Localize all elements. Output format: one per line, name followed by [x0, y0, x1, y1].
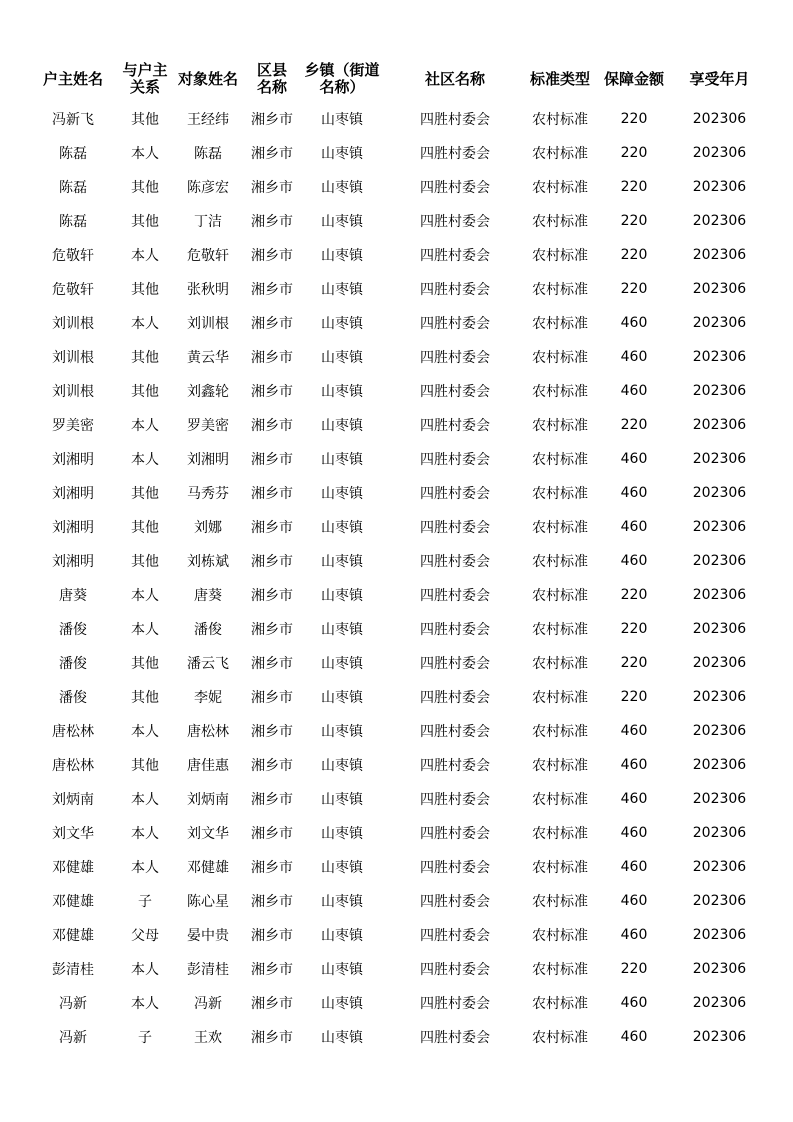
amount-cell: 220	[620, 213, 648, 229]
month-cell: 202306	[692, 485, 747, 501]
beneficiary-table	[28, 56, 765, 1054]
town-cell: 山枣镇	[321, 962, 363, 978]
town-cell: 山枣镇	[321, 1030, 363, 1046]
standard-type-cell: 农村标准	[532, 962, 588, 978]
household-head-cell: 刘训根	[52, 316, 94, 332]
relation-cell: 其他	[131, 180, 159, 196]
month-cell: 202306	[692, 1029, 747, 1045]
relation-cell: 本人	[131, 452, 159, 468]
recipient-name-cell: 刘炳南	[187, 792, 229, 808]
relation-cell: 子	[138, 1030, 152, 1046]
amount-cell: 220	[620, 621, 648, 637]
recipient-name-cell: 潘云飞	[187, 656, 229, 672]
standard-type-cell: 农村标准	[532, 588, 588, 604]
amount-cell: 460	[620, 723, 648, 739]
month-cell: 202306	[692, 587, 747, 603]
standard-type-cell: 农村标准	[532, 112, 588, 128]
amount-cell: 460	[620, 859, 648, 875]
recipient-name-cell: 马秀芬	[187, 486, 229, 502]
month-cell: 202306	[692, 689, 747, 705]
county-cell: 湘乡市	[251, 894, 293, 910]
town-cell: 山枣镇	[321, 486, 363, 502]
town-cell: 山枣镇	[321, 282, 363, 298]
amount-cell: 460	[620, 383, 648, 399]
relation-cell: 本人	[131, 826, 159, 842]
relation-cell: 本人	[131, 588, 159, 604]
town-cell: 山枣镇	[321, 894, 363, 910]
recipient-name-cell: 唐佳惠	[187, 758, 229, 774]
relation-cell: 其他	[131, 214, 159, 230]
month-cell: 202306	[692, 315, 747, 331]
amount-cell: 460	[620, 315, 648, 331]
town-cell: 山枣镇	[321, 724, 363, 740]
town-cell: 山枣镇	[321, 860, 363, 876]
table-row	[28, 850, 765, 884]
table-row	[28, 510, 765, 544]
town-cell: 山枣镇	[321, 248, 363, 264]
relation-cell: 本人	[131, 316, 159, 332]
community-cell: 四胜村委会	[420, 860, 490, 876]
table-row	[28, 782, 765, 816]
county-cell: 湘乡市	[251, 384, 293, 400]
table-row	[28, 1020, 765, 1054]
amount-cell: 460	[620, 791, 648, 807]
county-cell: 湘乡市	[251, 588, 293, 604]
month-cell: 202306	[692, 451, 747, 467]
standard-type-cell: 农村标准	[532, 656, 588, 672]
recipient-name-cell: 刘鑫轮	[187, 384, 229, 400]
standard-type-cell: 农村标准	[532, 860, 588, 876]
amount-cell: 220	[620, 417, 648, 433]
table-row	[28, 952, 765, 986]
household-head-cell: 冯新飞	[52, 112, 94, 128]
month-cell: 202306	[692, 111, 747, 127]
amount-cell: 220	[620, 961, 648, 977]
table-row	[28, 340, 765, 374]
county-cell: 湘乡市	[251, 520, 293, 536]
community-cell: 四胜村委会	[420, 1030, 490, 1046]
town-cell: 山枣镇	[321, 180, 363, 196]
month-cell: 202306	[692, 927, 747, 943]
amount-cell: 460	[620, 519, 648, 535]
town-cell: 山枣镇	[321, 554, 363, 570]
county-cell: 湘乡市	[251, 1030, 293, 1046]
table-row	[28, 884, 765, 918]
month-cell: 202306	[692, 995, 747, 1011]
household-head-cell: 刘湘明	[52, 486, 94, 502]
household-head-cell: 刘湘明	[52, 520, 94, 536]
table-body	[28, 102, 765, 1054]
relation-cell: 本人	[131, 792, 159, 808]
relation-cell: 其他	[131, 384, 159, 400]
column-header-amount: 保障金额	[603, 69, 664, 88]
standard-type-cell: 农村标准	[532, 214, 588, 230]
table-row	[28, 476, 765, 510]
community-cell: 四胜村委会	[420, 146, 490, 162]
household-head-cell: 冯新	[59, 996, 87, 1012]
household-head-cell: 潘俊	[59, 656, 87, 672]
community-cell: 四胜村委会	[420, 622, 490, 638]
amount-cell: 220	[620, 689, 648, 705]
month-cell: 202306	[692, 383, 747, 399]
town-cell: 山枣镇	[321, 656, 363, 672]
county-cell: 湘乡市	[251, 792, 293, 808]
standard-type-cell: 农村标准	[532, 1030, 588, 1046]
amount-cell: 220	[620, 247, 648, 263]
standard-type-cell: 农村标准	[532, 996, 588, 1012]
county-cell: 湘乡市	[251, 180, 293, 196]
relation-cell: 本人	[131, 622, 159, 638]
standard-type-cell: 农村标准	[532, 894, 588, 910]
table-row	[28, 918, 765, 952]
recipient-name-cell: 刘文华	[187, 826, 229, 842]
county-cell: 湘乡市	[251, 656, 293, 672]
standard-type-cell: 农村标准	[532, 792, 588, 808]
relation-cell: 其他	[131, 758, 159, 774]
county-cell: 湘乡市	[251, 486, 293, 502]
household-head-cell: 刘训根	[52, 384, 94, 400]
month-cell: 202306	[692, 213, 747, 229]
amount-cell: 460	[620, 825, 648, 841]
standard-type-cell: 农村标准	[532, 282, 588, 298]
month-cell: 202306	[692, 179, 747, 195]
table-row	[28, 986, 765, 1020]
standard-type-cell: 农村标准	[532, 724, 588, 740]
community-cell: 四胜村委会	[420, 996, 490, 1012]
recipient-name-cell: 黄云华	[187, 350, 229, 366]
column-header-county: 区县 名称	[256, 61, 287, 96]
county-cell: 湘乡市	[251, 282, 293, 298]
household-head-cell: 刘训根	[52, 350, 94, 366]
recipient-name-cell: 邓健雄	[187, 860, 229, 876]
community-cell: 四胜村委会	[420, 452, 490, 468]
county-cell: 湘乡市	[251, 996, 293, 1012]
county-cell: 湘乡市	[251, 826, 293, 842]
table-row	[28, 714, 765, 748]
amount-cell: 220	[620, 145, 648, 161]
relation-cell: 本人	[131, 724, 159, 740]
table-row	[28, 816, 765, 850]
month-cell: 202306	[692, 961, 747, 977]
community-cell: 四胜村委会	[420, 792, 490, 808]
table-row	[28, 612, 765, 646]
table-row	[28, 204, 765, 238]
table-row	[28, 578, 765, 612]
table-row	[28, 748, 765, 782]
town-cell: 山枣镇	[321, 520, 363, 536]
amount-cell: 460	[620, 485, 648, 501]
county-cell: 湘乡市	[251, 214, 293, 230]
household-head-cell: 唐葵	[59, 588, 87, 604]
household-head-cell: 罗美密	[52, 418, 94, 434]
household-head-cell: 刘炳南	[52, 792, 94, 808]
month-cell: 202306	[692, 723, 747, 739]
month-cell: 202306	[692, 757, 747, 773]
table-row	[28, 102, 765, 136]
recipient-name-cell: 李妮	[194, 690, 222, 706]
county-cell: 湘乡市	[251, 418, 293, 434]
community-cell: 四胜村委会	[420, 758, 490, 774]
household-head-cell: 陈磊	[59, 214, 87, 230]
household-head-cell: 邓健雄	[52, 894, 94, 910]
standard-type-cell: 农村标准	[532, 350, 588, 366]
relation-cell: 父母	[131, 928, 159, 944]
amount-cell: 460	[620, 1029, 648, 1045]
amount-cell: 220	[620, 655, 648, 671]
column-header-standard-type: 标准类型	[529, 69, 590, 88]
relation-cell: 其他	[131, 350, 159, 366]
standard-type-cell: 农村标准	[532, 826, 588, 842]
community-cell: 四胜村委会	[420, 384, 490, 400]
household-head-cell: 危敬轩	[52, 248, 94, 264]
recipient-name-cell: 陈磊	[194, 146, 222, 162]
town-cell: 山枣镇	[321, 622, 363, 638]
table-row	[28, 306, 765, 340]
table-row	[28, 544, 765, 578]
town-cell: 山枣镇	[321, 316, 363, 332]
recipient-name-cell: 丁洁	[194, 214, 222, 230]
recipient-name-cell: 冯新	[194, 996, 222, 1012]
town-cell: 山枣镇	[321, 928, 363, 944]
amount-cell: 220	[620, 111, 648, 127]
table-row	[28, 680, 765, 714]
household-head-cell: 陈磊	[59, 180, 87, 196]
recipient-name-cell: 潘俊	[194, 622, 222, 638]
town-cell: 山枣镇	[321, 384, 363, 400]
community-cell: 四胜村委会	[420, 928, 490, 944]
month-cell: 202306	[692, 519, 747, 535]
month-cell: 202306	[692, 655, 747, 671]
county-cell: 湘乡市	[251, 962, 293, 978]
amount-cell: 460	[620, 927, 648, 943]
relation-cell: 其他	[131, 520, 159, 536]
standard-type-cell: 农村标准	[532, 418, 588, 434]
standard-type-cell: 农村标准	[532, 554, 588, 570]
town-cell: 山枣镇	[321, 792, 363, 808]
recipient-name-cell: 张秋明	[187, 282, 229, 298]
household-head-cell: 刘湘明	[52, 554, 94, 570]
standard-type-cell: 农村标准	[532, 452, 588, 468]
household-head-cell: 冯新	[59, 1030, 87, 1046]
household-head-cell: 唐松林	[52, 724, 94, 740]
community-cell: 四胜村委会	[420, 724, 490, 740]
household-head-cell: 危敬轩	[52, 282, 94, 298]
household-head-cell: 邓健雄	[52, 928, 94, 944]
column-header-town: 乡镇（街道 名称）	[304, 61, 380, 96]
month-cell: 202306	[692, 145, 747, 161]
amount-cell: 220	[620, 179, 648, 195]
community-cell: 四胜村委会	[420, 214, 490, 230]
household-head-cell: 潘俊	[59, 622, 87, 638]
month-cell: 202306	[692, 893, 747, 909]
recipient-name-cell: 危敬轩	[187, 248, 229, 264]
county-cell: 湘乡市	[251, 248, 293, 264]
community-cell: 四胜村委会	[420, 588, 490, 604]
recipient-name-cell: 刘栋斌	[187, 554, 229, 570]
column-header-community: 社区名称	[424, 69, 485, 88]
community-cell: 四胜村委会	[420, 316, 490, 332]
recipient-name-cell: 王经纬	[187, 112, 229, 128]
relation-cell: 其他	[131, 112, 159, 128]
table-row	[28, 272, 765, 306]
town-cell: 山枣镇	[321, 214, 363, 230]
relation-cell: 其他	[131, 486, 159, 502]
relation-cell: 其他	[131, 554, 159, 570]
household-head-cell: 陈磊	[59, 146, 87, 162]
amount-cell: 460	[620, 893, 648, 909]
town-cell: 山枣镇	[321, 996, 363, 1012]
standard-type-cell: 农村标准	[532, 146, 588, 162]
standard-type-cell: 农村标准	[532, 316, 588, 332]
community-cell: 四胜村委会	[420, 962, 490, 978]
recipient-name-cell: 陈彦宏	[187, 180, 229, 196]
community-cell: 四胜村委会	[420, 894, 490, 910]
relation-cell: 其他	[131, 690, 159, 706]
county-cell: 湘乡市	[251, 758, 293, 774]
household-head-cell: 刘文华	[52, 826, 94, 842]
recipient-name-cell: 陈心星	[187, 894, 229, 910]
community-cell: 四胜村委会	[420, 282, 490, 298]
household-head-cell: 唐松林	[52, 758, 94, 774]
relation-cell: 本人	[131, 418, 159, 434]
standard-type-cell: 农村标准	[532, 486, 588, 502]
community-cell: 四胜村委会	[420, 656, 490, 672]
amount-cell: 460	[620, 349, 648, 365]
community-cell: 四胜村委会	[420, 826, 490, 842]
standard-type-cell: 农村标准	[532, 690, 588, 706]
recipient-name-cell: 唐葵	[194, 588, 222, 604]
recipient-name-cell: 唐松林	[187, 724, 229, 740]
standard-type-cell: 农村标准	[532, 622, 588, 638]
town-cell: 山枣镇	[321, 588, 363, 604]
county-cell: 湘乡市	[251, 452, 293, 468]
town-cell: 山枣镇	[321, 350, 363, 366]
community-cell: 四胜村委会	[420, 350, 490, 366]
recipient-name-cell: 彭清桂	[187, 962, 229, 978]
recipient-name-cell: 刘湘明	[187, 452, 229, 468]
table-row	[28, 408, 765, 442]
month-cell: 202306	[692, 349, 747, 365]
month-cell: 202306	[692, 825, 747, 841]
recipient-name-cell: 罗美密	[187, 418, 229, 434]
table-row	[28, 170, 765, 204]
town-cell: 山枣镇	[321, 690, 363, 706]
recipient-name-cell: 刘娜	[194, 520, 222, 536]
county-cell: 湘乡市	[251, 350, 293, 366]
amount-cell: 460	[620, 757, 648, 773]
town-cell: 山枣镇	[321, 452, 363, 468]
column-header-recipient-name: 对象姓名	[177, 69, 238, 88]
town-cell: 山枣镇	[321, 758, 363, 774]
relation-cell: 本人	[131, 996, 159, 1012]
community-cell: 四胜村委会	[420, 690, 490, 706]
town-cell: 山枣镇	[321, 826, 363, 842]
table-row	[28, 238, 765, 272]
amount-cell: 220	[620, 281, 648, 297]
community-cell: 四胜村委会	[420, 520, 490, 536]
community-cell: 四胜村委会	[420, 248, 490, 264]
town-cell: 山枣镇	[321, 112, 363, 128]
county-cell: 湘乡市	[251, 146, 293, 162]
column-header-household-head: 户主姓名	[42, 69, 103, 88]
column-header-month: 享受年月	[689, 69, 750, 88]
community-cell: 四胜村委会	[420, 486, 490, 502]
relation-cell: 本人	[131, 248, 159, 264]
table-row	[28, 374, 765, 408]
standard-type-cell: 农村标准	[532, 384, 588, 400]
relation-cell: 其他	[131, 282, 159, 298]
community-cell: 四胜村委会	[420, 554, 490, 570]
month-cell: 202306	[692, 791, 747, 807]
county-cell: 湘乡市	[251, 622, 293, 638]
recipient-name-cell: 刘训根	[187, 316, 229, 332]
month-cell: 202306	[692, 417, 747, 433]
amount-cell: 460	[620, 553, 648, 569]
community-cell: 四胜村委会	[420, 418, 490, 434]
county-cell: 湘乡市	[251, 860, 293, 876]
standard-type-cell: 农村标准	[532, 520, 588, 536]
amount-cell: 460	[620, 451, 648, 467]
recipient-name-cell: 晏中贵	[187, 928, 229, 944]
standard-type-cell: 农村标准	[532, 928, 588, 944]
county-cell: 湘乡市	[251, 690, 293, 706]
column-header-relation: 与户主 关系	[122, 61, 168, 96]
table-row	[28, 136, 765, 170]
town-cell: 山枣镇	[321, 146, 363, 162]
county-cell: 湘乡市	[251, 112, 293, 128]
county-cell: 湘乡市	[251, 316, 293, 332]
month-cell: 202306	[692, 247, 747, 263]
amount-cell: 460	[620, 995, 648, 1011]
household-head-cell: 潘俊	[59, 690, 87, 706]
month-cell: 202306	[692, 859, 747, 875]
county-cell: 湘乡市	[251, 554, 293, 570]
table-row	[28, 442, 765, 476]
recipient-name-cell: 王欢	[194, 1030, 222, 1046]
community-cell: 四胜村委会	[420, 112, 490, 128]
amount-cell: 220	[620, 587, 648, 603]
table-row	[28, 646, 765, 680]
relation-cell: 其他	[131, 656, 159, 672]
standard-type-cell: 农村标准	[532, 180, 588, 196]
household-head-cell: 彭清桂	[52, 962, 94, 978]
town-cell: 山枣镇	[321, 418, 363, 434]
month-cell: 202306	[692, 621, 747, 637]
standard-type-cell: 农村标准	[532, 248, 588, 264]
relation-cell: 本人	[131, 962, 159, 978]
relation-cell: 子	[138, 894, 152, 910]
relation-cell: 本人	[131, 860, 159, 876]
month-cell: 202306	[692, 553, 747, 569]
household-head-cell: 刘湘明	[52, 452, 94, 468]
county-cell: 湘乡市	[251, 928, 293, 944]
county-cell: 湘乡市	[251, 724, 293, 740]
table-header-row	[28, 56, 765, 102]
household-head-cell: 邓健雄	[52, 860, 94, 876]
standard-type-cell: 农村标准	[532, 758, 588, 774]
community-cell: 四胜村委会	[420, 180, 490, 196]
relation-cell: 本人	[131, 146, 159, 162]
month-cell: 202306	[692, 281, 747, 297]
